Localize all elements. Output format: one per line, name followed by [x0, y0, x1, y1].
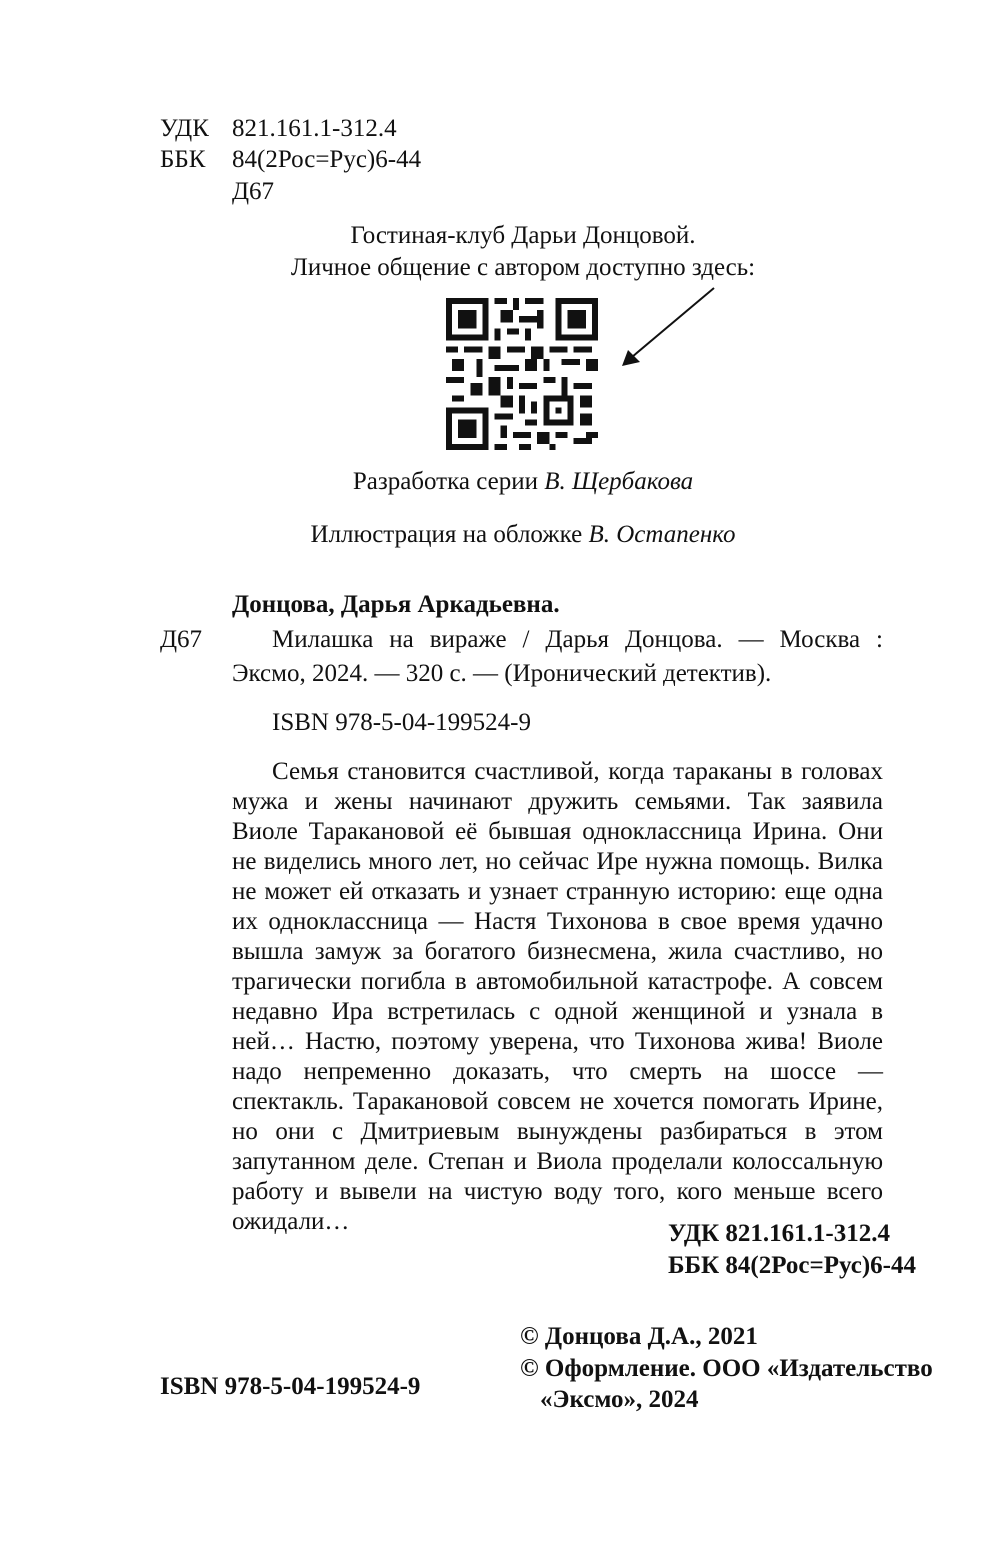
bib-line-2: Эксмо, 2024. — 320 с. — (Иронический детектив).: [232, 660, 772, 687]
footer-udk: УДК 821.161.1-312.4: [668, 1220, 890, 1247]
copyright-publisher: «Эксмо», 2024: [540, 1386, 699, 1413]
annotation-text: [232, 757, 883, 1237]
bbk-label: ББК: [160, 146, 206, 173]
qr-code-icon[interactable]: [446, 298, 598, 450]
cover-label: Иллюстрация на обложке: [310, 521, 583, 548]
club-line-1: Гостиная-клуб Дарьи Донцовой.: [350, 222, 696, 249]
arrow-icon: [614, 284, 719, 372]
series-label: Разработка серии: [352, 468, 538, 495]
bib-line-1: Милашка на вираже / Дарья Донцова. — Москва :: [272, 626, 883, 653]
copyright-design: © Оформление. ООО «Издательство: [520, 1355, 933, 1382]
series-credit: [0, 467, 1000, 497]
udk-value: 821.161.1-312.4: [232, 115, 397, 142]
footer-isbn: ISBN 978-5-04-199524-9: [160, 1373, 421, 1400]
annotation-body: Семья становится счастливой, когда тараканы в головах мужа и жены начинают дружить семьями. Так заявила Виоле Таракановой её бывшая одноклассница Ирина. Они не виделись много лет, но сейчас Ире нужна помощь. Вилка не может ей отказать и узнает странную историю: еще одна их одноклассница — Настя Тихонова в свое время удачно вышла замуж за богатого бизнесмена, жила счастливо, но трагически погибла в автомобильной катастрофе. А совсем недавно Ира встретилась с одной женщиной и узнала в ней… Настю, поэтому уверена, что Тихонова жива! Виоле надо непременно доказать, что смерть на шоссе — спектакль. Таракановой совсем не хочется помогать Ирине, но они с Дмитриевым вынуждены разбираться в этом запутанном деле. Степан и Виола проделали колоссальную работу и вывели на чистую воду того, кого меньше всего ожидали…: [232, 758, 883, 1235]
udk-label: УДК: [160, 115, 209, 142]
bib-isbn: ISBN 978-5-04-199524-9: [272, 709, 532, 736]
cover-credit: [0, 520, 1000, 550]
series-name: В. Щербакова: [544, 468, 694, 495]
bib-author: Донцова, Дарья Аркадьевна.: [232, 591, 560, 618]
bib-sign: Д67: [160, 626, 203, 653]
author-sign: Д67: [232, 178, 275, 205]
footer-bbk: ББК 84(2Рос=Рус)6-44: [668, 1252, 916, 1279]
bbk-value: 84(2Рос=Рус)6-44: [232, 146, 422, 173]
copyright-author: © Донцова Д.А., 2021: [520, 1323, 758, 1350]
club-line-2: Личное общение с автором доступно здесь:: [290, 254, 756, 281]
cover-name: В. Остапенко: [588, 521, 736, 548]
